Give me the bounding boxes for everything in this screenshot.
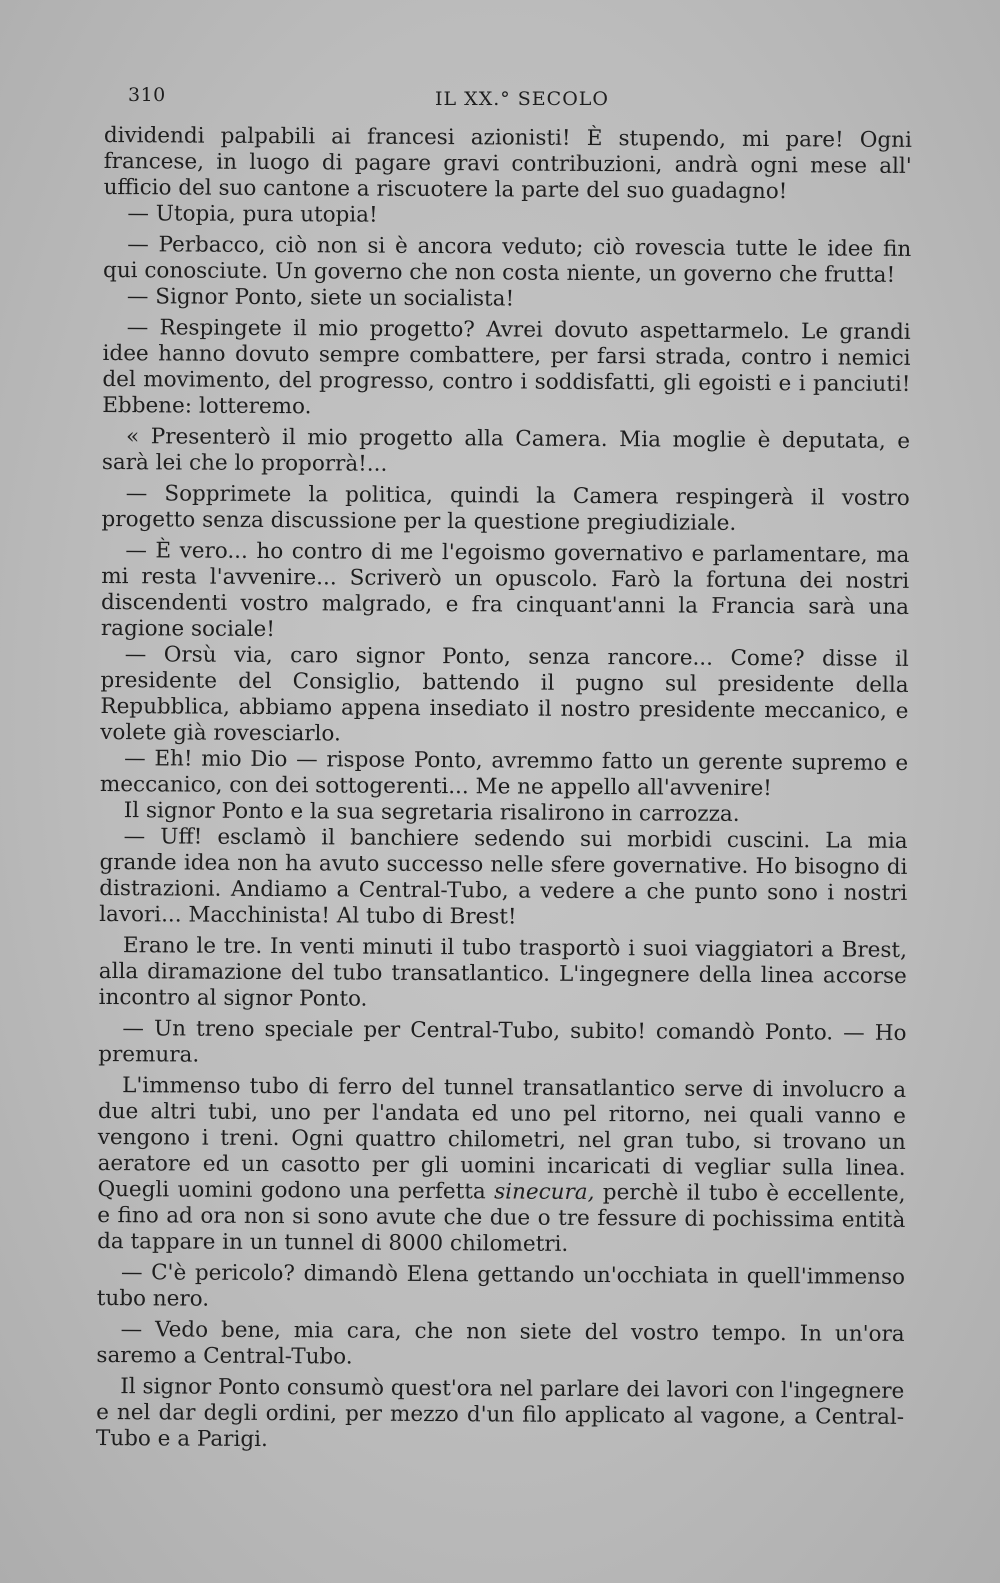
page-body-text [96,123,912,1457]
paragraph: — È vero... ho contro di me l'egoismo governativo e parlamentare, ma mi resta l'avvenire... Scriverò un opuscolo. Farò la fortuna dei nostri discendenti vostro malgrado, e fra cinquant'anni la Francia sarà una ragione sociale! [100,538,910,643]
paragraph: — Utopia, pura utopia! [127,201,378,228]
paragraph: — Orsù via, caro signor Ponto, senza rancore... Come? disse il presidente del Consiglio, battendo il pugno sul presidente della Repubblica, abbiamo appena insediato il nostro presidente meccanico, e volete già rovesciarlo. [100,642,909,747]
paragraph: dividendi palpabili ai francesi azionisti! È stupendo, mi pare! Ogni francese, in luogo di pagare gravi contribuzioni, andrà ogni mese all' ufficio del suo cantone a riscuotere la parte del suo guadagno! [103,123,912,205]
paragraph: — Perbacco, ciò non si è ancora veduto; ciò rovescia tutte le idee fin qui conosciute. Un governo che non costa niente, un governo che frutta! [103,232,912,288]
paragraph: — Sopprimete la politica, quindi la Camera respingerà il vostro progetto senza discussione per la questione pregiudiziale. [101,481,910,536]
page-header [0,84,1000,114]
paragraph-with-italic [97,1073,906,1260]
paragraph: Il signor Ponto e la sua segretaria risalirono in carrozza. [123,798,740,827]
running-head: IL XX.° SECOLO [435,88,609,110]
paragraph: « Presenterò il mio progetto alla Camera. Mia moglie è deputata, e sarà lei che lo proporrà!... [101,424,911,477]
page-number: 310 [128,84,166,106]
italic-word: sinecura, [494,1179,595,1206]
paragraph: — Un treno speciale per Central-Tubo, subito! comandò Ponto. — Ho premura. [98,1016,907,1068]
paragraph: — Vedo bene, mia cara, che non siete del vostro tempo. In un'ora saremo a Central-Tubo. [96,1317,905,1370]
paragraph: Il signor Ponto consumò quest'ora nel parlare dei lavori con l'ingegnere e nel dar degli ordini, per mezzo d'un filo applicato al vagone, a Central-Tubo e a Parigi. [95,1374,905,1453]
paragraph: — Signor Ponto, siete un socialista! [126,284,515,312]
paragraph: — Respingete il mio progetto? Avrei dovuto aspettarmelo. Le grandi idee hanno dovuto sempre combattere, per farsi strada, contro i nemici del movimento, del progresso, contro i soddisfatti, gli egoisti e i panciuti! Ebbene: lotteremo. [102,315,911,420]
paragraph: — Uff! esclamò il banchiere sedendo sui morbidi cuscini. La mia grande idea non ha avuto successo nelle sfere governative. Ho bisogno di distrazioni. Andiamo a Central-Tubo, a vedere a che punto sono i nostri lavori... Macchinista! Al tubo di Brest! [99,824,908,930]
paragraph-text: perchè il tubo è eccellente, e fino ad ora non si sono avute che due o tre fessure di pochissima entità da tappare in un tunnel di 8000 chilometri. [97,1180,906,1257]
paragraph: — Eh! mio Dio — rispose Ponto, avremmo fatto un gerente supremo e meccanico, con dei sottogerenti... Me ne appello all'avvenire! [99,746,909,802]
paragraph-text: L'immenso tubo di ferro del tunnel transatlantico serve di involucro a due altri tubi, uno per l'andata ed uno pel ritorno, nei quali vanno e vengono i treni. Ogni quattro chilometri, nel gran tubo, si trovano un aeratore ed un casotto per gli uomini incaricati di vegliar sulla linea. Quegli uomini godono una perfetta [97,1073,907,1205]
paragraph: — C'è pericolo? dimandò Elena gettando un'occhiata in quell'immenso tubo nero. [96,1260,906,1312]
paragraph: Erano le tre. In venti minuti il tubo trasportò i suoi viaggiatori a Brest, alla diramazione del tubo transatlantico. L'ingegnere della linea accorse incontro al signor Ponto. [98,933,908,1012]
